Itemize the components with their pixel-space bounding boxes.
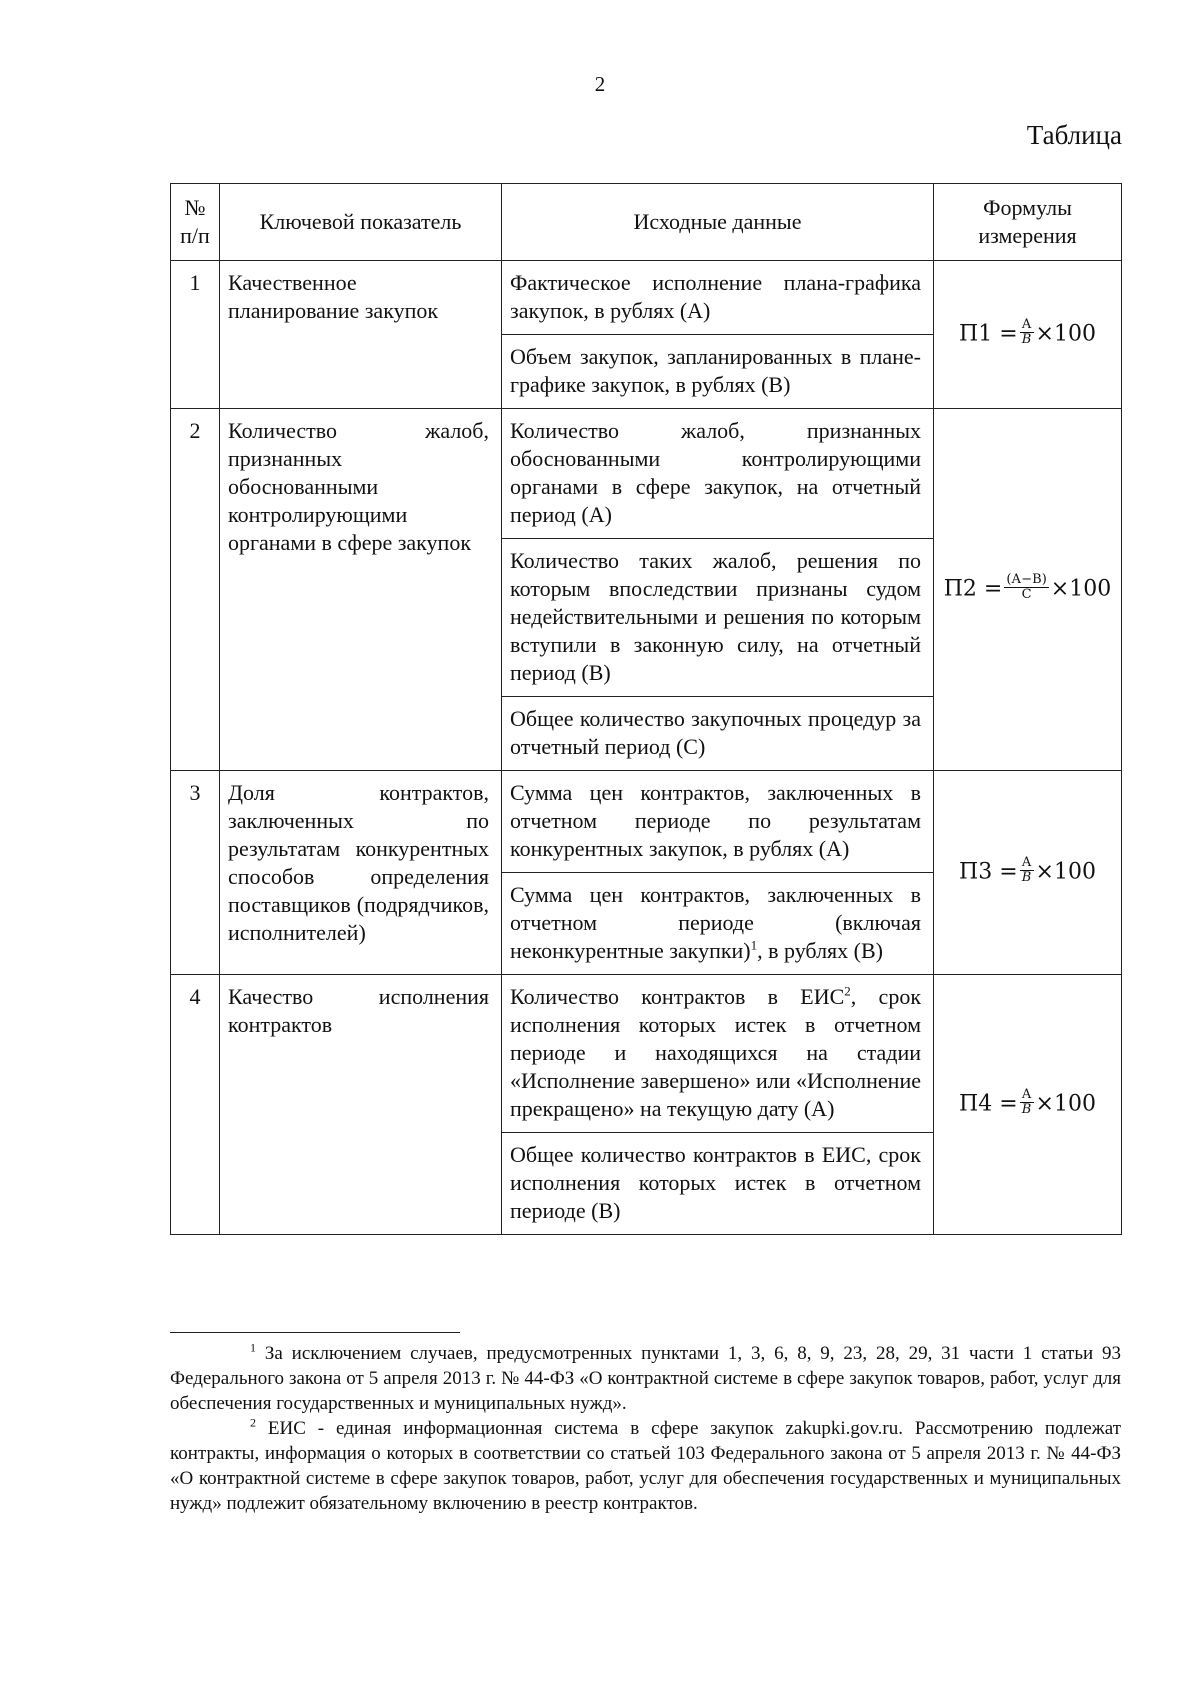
formula-numerator: А <box>1021 1087 1032 1102</box>
source-cell: Количество жалоб, признанных обоснованными контролирующими органами в сфере закупок, на отчетный период (А) <box>502 409 934 539</box>
indicator-cell: Качественное планирование закупок <box>220 261 502 409</box>
formula-cell <box>934 261 1122 409</box>
formula-fraction <box>1020 1088 1034 1117</box>
formula-lhs: П2 = <box>943 576 1003 602</box>
source-cell: Общее количество контрактов в ЕИС, срок исполнения которых истек в отчетном периоде (В) <box>502 1133 934 1235</box>
indicators-table-wrapper <box>170 183 1121 1235</box>
source-cell: Количество таких жалоб, решения по которым впоследствии признаны судом недействительными и решения по которым вступили в законную силу, на отчетный период (В) <box>502 539 934 697</box>
source-cell: Объем закупок, запланированных в плане-графике закупок, в рублях (В) <box>502 335 934 409</box>
footnote <box>170 1416 1121 1516</box>
formula-denominator: В <box>1021 1102 1032 1117</box>
footnote-ref: 1 <box>750 937 758 953</box>
header-indicator: Ключевой показатель <box>220 184 502 261</box>
source-text: , срок исполнения которых истек в отчетном периоде и находящихся на стадии «Исполнение завершено» или «Исполнение прекращено» на текущую дату (А) <box>510 984 922 1121</box>
table-row <box>171 975 1122 1133</box>
source-text: , в рублях (В) <box>757 938 884 963</box>
footnote-mark: 1 <box>250 1340 256 1355</box>
formula-rhs: ×100 <box>1050 576 1112 602</box>
row-number: 3 <box>171 771 220 975</box>
formula-cell <box>934 771 1122 975</box>
formula-cell <box>934 409 1122 771</box>
formula-fraction <box>1020 856 1034 885</box>
table-row <box>171 409 1122 539</box>
formula-fraction <box>1004 573 1048 602</box>
row-number: 1 <box>171 261 220 409</box>
page-number: 2 <box>594 72 606 96</box>
formula-denominator: В <box>1021 870 1032 885</box>
header-num: № п/п <box>171 184 220 261</box>
source-text: Количество контрактов в ЕИС <box>510 984 845 1009</box>
formula-cell <box>934 975 1122 1235</box>
formula-numerator: А <box>1021 317 1032 332</box>
formula-lhs: П3 = <box>959 859 1018 885</box>
source-text: Сумма цен контрактов, заключенных в отчетном периоде (включая неконкурентные закупки) <box>510 882 921 963</box>
indicators-table <box>170 183 1122 1235</box>
table-row <box>171 771 1122 873</box>
row-number: 4 <box>171 975 220 1235</box>
indicator-cell: Доля контрактов, заключенных по результатам конкурентных способов определения поставщиков (подрядчиков, исполнителей) <box>220 771 502 975</box>
formula-denominator: С <box>1021 587 1032 602</box>
footnotes <box>170 1341 1121 1516</box>
table-row <box>171 261 1122 335</box>
formula-rhs: ×100 <box>1035 859 1096 885</box>
indicator-cell: Количество жалоб, признанных обоснованными контролирующими органами в сфере закупок <box>220 409 502 771</box>
footnote <box>170 1341 1121 1416</box>
source-cell: Фактическое исполнение плана-графика закупок, в рублях (А) <box>502 261 934 335</box>
source-cell: Сумма цен контрактов, заключенных в отчетном периоде по результатам конкурентных закупок, в рублях (А) <box>502 771 934 873</box>
table-caption: Таблица <box>1026 120 1122 150</box>
formula-numerator: А <box>1021 855 1032 870</box>
row-number: 2 <box>171 409 220 771</box>
footnote-separator <box>170 1332 460 1333</box>
formula-rhs: ×100 <box>1035 1091 1096 1117</box>
source-cell: Общее количество закупочных процедур за отчетный период (С) <box>502 697 934 771</box>
footnote-text: ЕИС - единая информационная система в сфере закупок zakupki.gov.ru. Рассмотрению подлежат контракты, информация о которых в соответствии со статьей 103 Федерального закона от 5 апреля 2013 г. № 44-ФЗ «О контрактной системе в сфере закупок товаров, работ, услуг для обеспечения государственных и муниципальных нужд» подлежит обязательному включению в реестр контрактов. <box>170 1418 1121 1514</box>
footnote-ref: 2 <box>844 983 851 999</box>
footnote-mark: 2 <box>250 1415 256 1430</box>
header-formula: Формулы измерения <box>934 184 1122 261</box>
footnote-text: За исключением случаев, предусмотренных пунктами 1, 3, 6, 8, 9, 23, 28, 29, 31 части 1 статьи 93 Федерального закона от 5 апреля 2013 г. № 44-ФЗ «О контрактной системе в сфере закупок товаров, работ, услуг для обеспечения государственных и муниципальных нужд». <box>170 1343 1122 1414</box>
formula-lhs: П4 = <box>959 1091 1018 1117</box>
header-source: Исходные данные <box>502 184 934 261</box>
source-cell <box>502 873 934 975</box>
formula-rhs: ×100 <box>1035 321 1096 347</box>
formula-numerator: (А−В) <box>1006 572 1047 587</box>
formula-lhs: П1 = <box>959 321 1018 347</box>
indicator-cell: Качество исполнения контрактов <box>220 975 502 1235</box>
formula-fraction <box>1020 318 1034 347</box>
table-header-row <box>171 184 1122 261</box>
source-cell <box>502 975 934 1133</box>
formula-denominator: В <box>1021 332 1032 347</box>
